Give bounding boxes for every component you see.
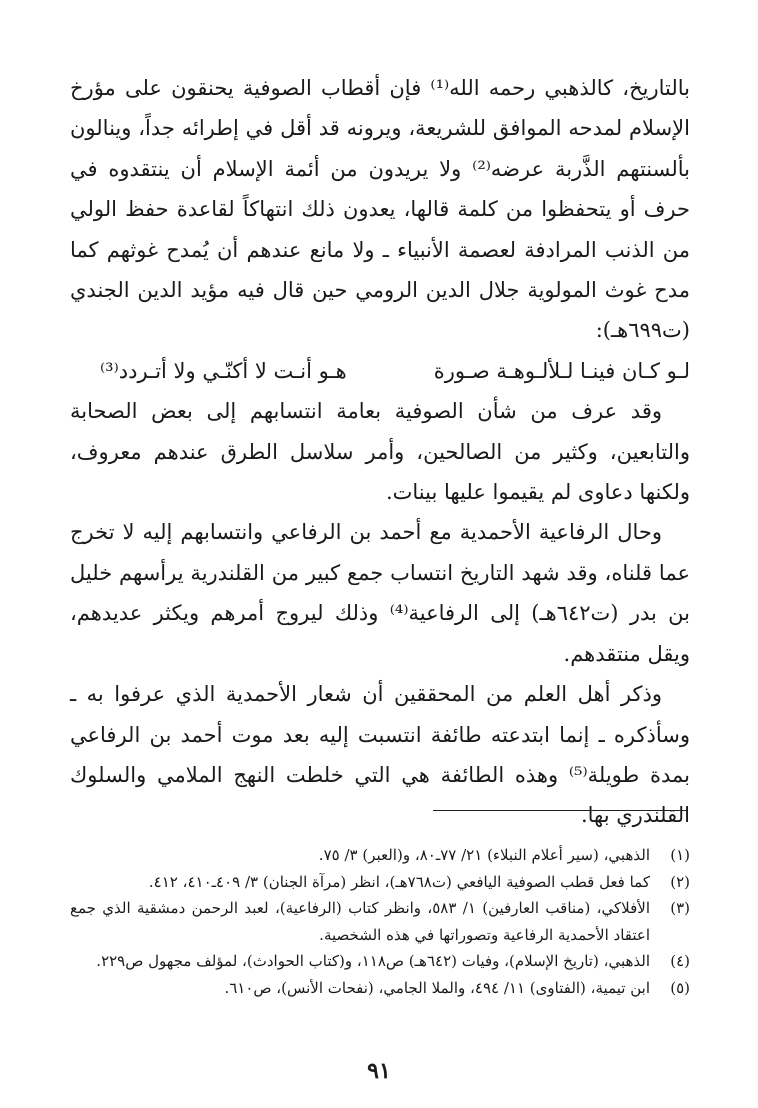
verse-first-hemistich: لـو كـان فينـا لـلألـوهـة صـورة — [433, 358, 690, 383]
footnote-text: الأفلاكي، (مناقب العارفين) ١/ ٥٨٣، وانظر كتاب (الرفاعية)، لعبد الرحمن دمشقية الذي جمع اعتقاد الأحمدية الرفاعية وتصوراتها في هذه الشخصية. — [70, 899, 650, 944]
footnote-text: كما فعل قطب الصوفية اليافعي (ت٧٦٨هـ)، انظر (مرآة الجنان) ٣/ ٤٠٩ـ٤١٠، ٤١٢. — [148, 872, 650, 891]
footnote-text: ابن تيمية، (الفتاوى) ١١/ ٤٩٤، والملا الجامي، (نفحات الأنس)، ص٦١٠. — [224, 978, 650, 997]
main-text — [70, 68, 690, 836]
paragraph-4: وذكر أهل العلم من المحققين أن شعار الأحمدية الذي عرفوا به ـ وسأذكره ـ إنما ابتدعته طائفة انتسبت إليه بعد موت أحمد بن الرفاعي بمدة طويلة⁽⁵⁾ وهذه الطائفة هي التي خلطت النهج الملامي والسلوك القلندري بها. — [70, 682, 690, 828]
footnote-number: (١) — [670, 846, 690, 864]
paragraph-2: وقد عرف من شأن الصوفية بعامة انتسابهم إلى بعض الصحابة والتابعين، وكثير من الصالحين، وأمر سلاسل الطرق عندهم معروف، ولكنها دعاوى لم يقيموا عليها بينات. — [70, 399, 690, 505]
footnote-number: (٥) — [670, 978, 690, 997]
footnote-item — [70, 869, 690, 896]
footnote-item — [70, 842, 690, 869]
footnote-number: (٣) — [670, 899, 690, 917]
verse-second-hemistich: هـو أنـت لا أكنّـي ولا أتـردد⁽³⁾ — [100, 358, 347, 383]
footnote-number: (٤) — [670, 952, 690, 970]
page-number: ٩١ — [367, 1058, 391, 1084]
footnote-number: (٢) — [670, 872, 690, 891]
footnote-text: الذهبي، (تاريخ الإسلام)، وفيات (٦٤٢هـ) ص١١٨، و(كتاب الحوادث)، لمؤلف مجهول ص٢٢٩. — [96, 952, 650, 970]
footnote-item — [70, 975, 690, 1002]
paragraph-1: بالتاريخ، كالذهبي رحمه الله⁽¹⁾ فإن أقطاب الصوفية يحنقون على مؤرخ الإسلام لمدحه الموافق للشريعة، ويرونه قد أقل في إطرائه جداً، وينالون بألسنتهم الذَّربة عرضه⁽²⁾ ولا يريدون من أئمة الإسلام أن ينتقدوه في حرف أو يتحفظوا من كلمة قالها، يعدون ذلك انتهاكاً لقاعدة حفظ الولي من الذنب المرادفة لعصمة الأنبياء ـ ولا مانع عندهم أن يُمدح غوثهم كما مدح غوث المولوية جلال الدين الرومي حين قال فيه مؤيد الدين الجندي (ت٦٩٩هـ): — [70, 76, 691, 343]
footnote-text: الذهبي، (سير أعلام النبلاء) ٢١/ ٧٧ـ٨٠، و(العبر) ٣/ ٧٥. — [318, 846, 650, 864]
footnotes-list — [70, 842, 690, 1001]
footnote-item — [70, 948, 690, 975]
footnote-item — [70, 895, 690, 948]
paragraph-3: وحال الرفاعية الأحمدية مع أحمد بن الرفاعي وانتسابهم إليه لا تخرج عما قلناه، وقد شهد التاريخ انتساب جمع كبير من القلندرية يرأسهم خليل بن بدر (ت٦٤٢هـ) إلى الرفاعية⁽⁴⁾ وذلك ليروج أمرهم ويكثر عديدهم، ويقل منتقدهم. — [70, 520, 690, 666]
footnote-separator — [433, 810, 688, 811]
poem-verse — [70, 351, 690, 391]
